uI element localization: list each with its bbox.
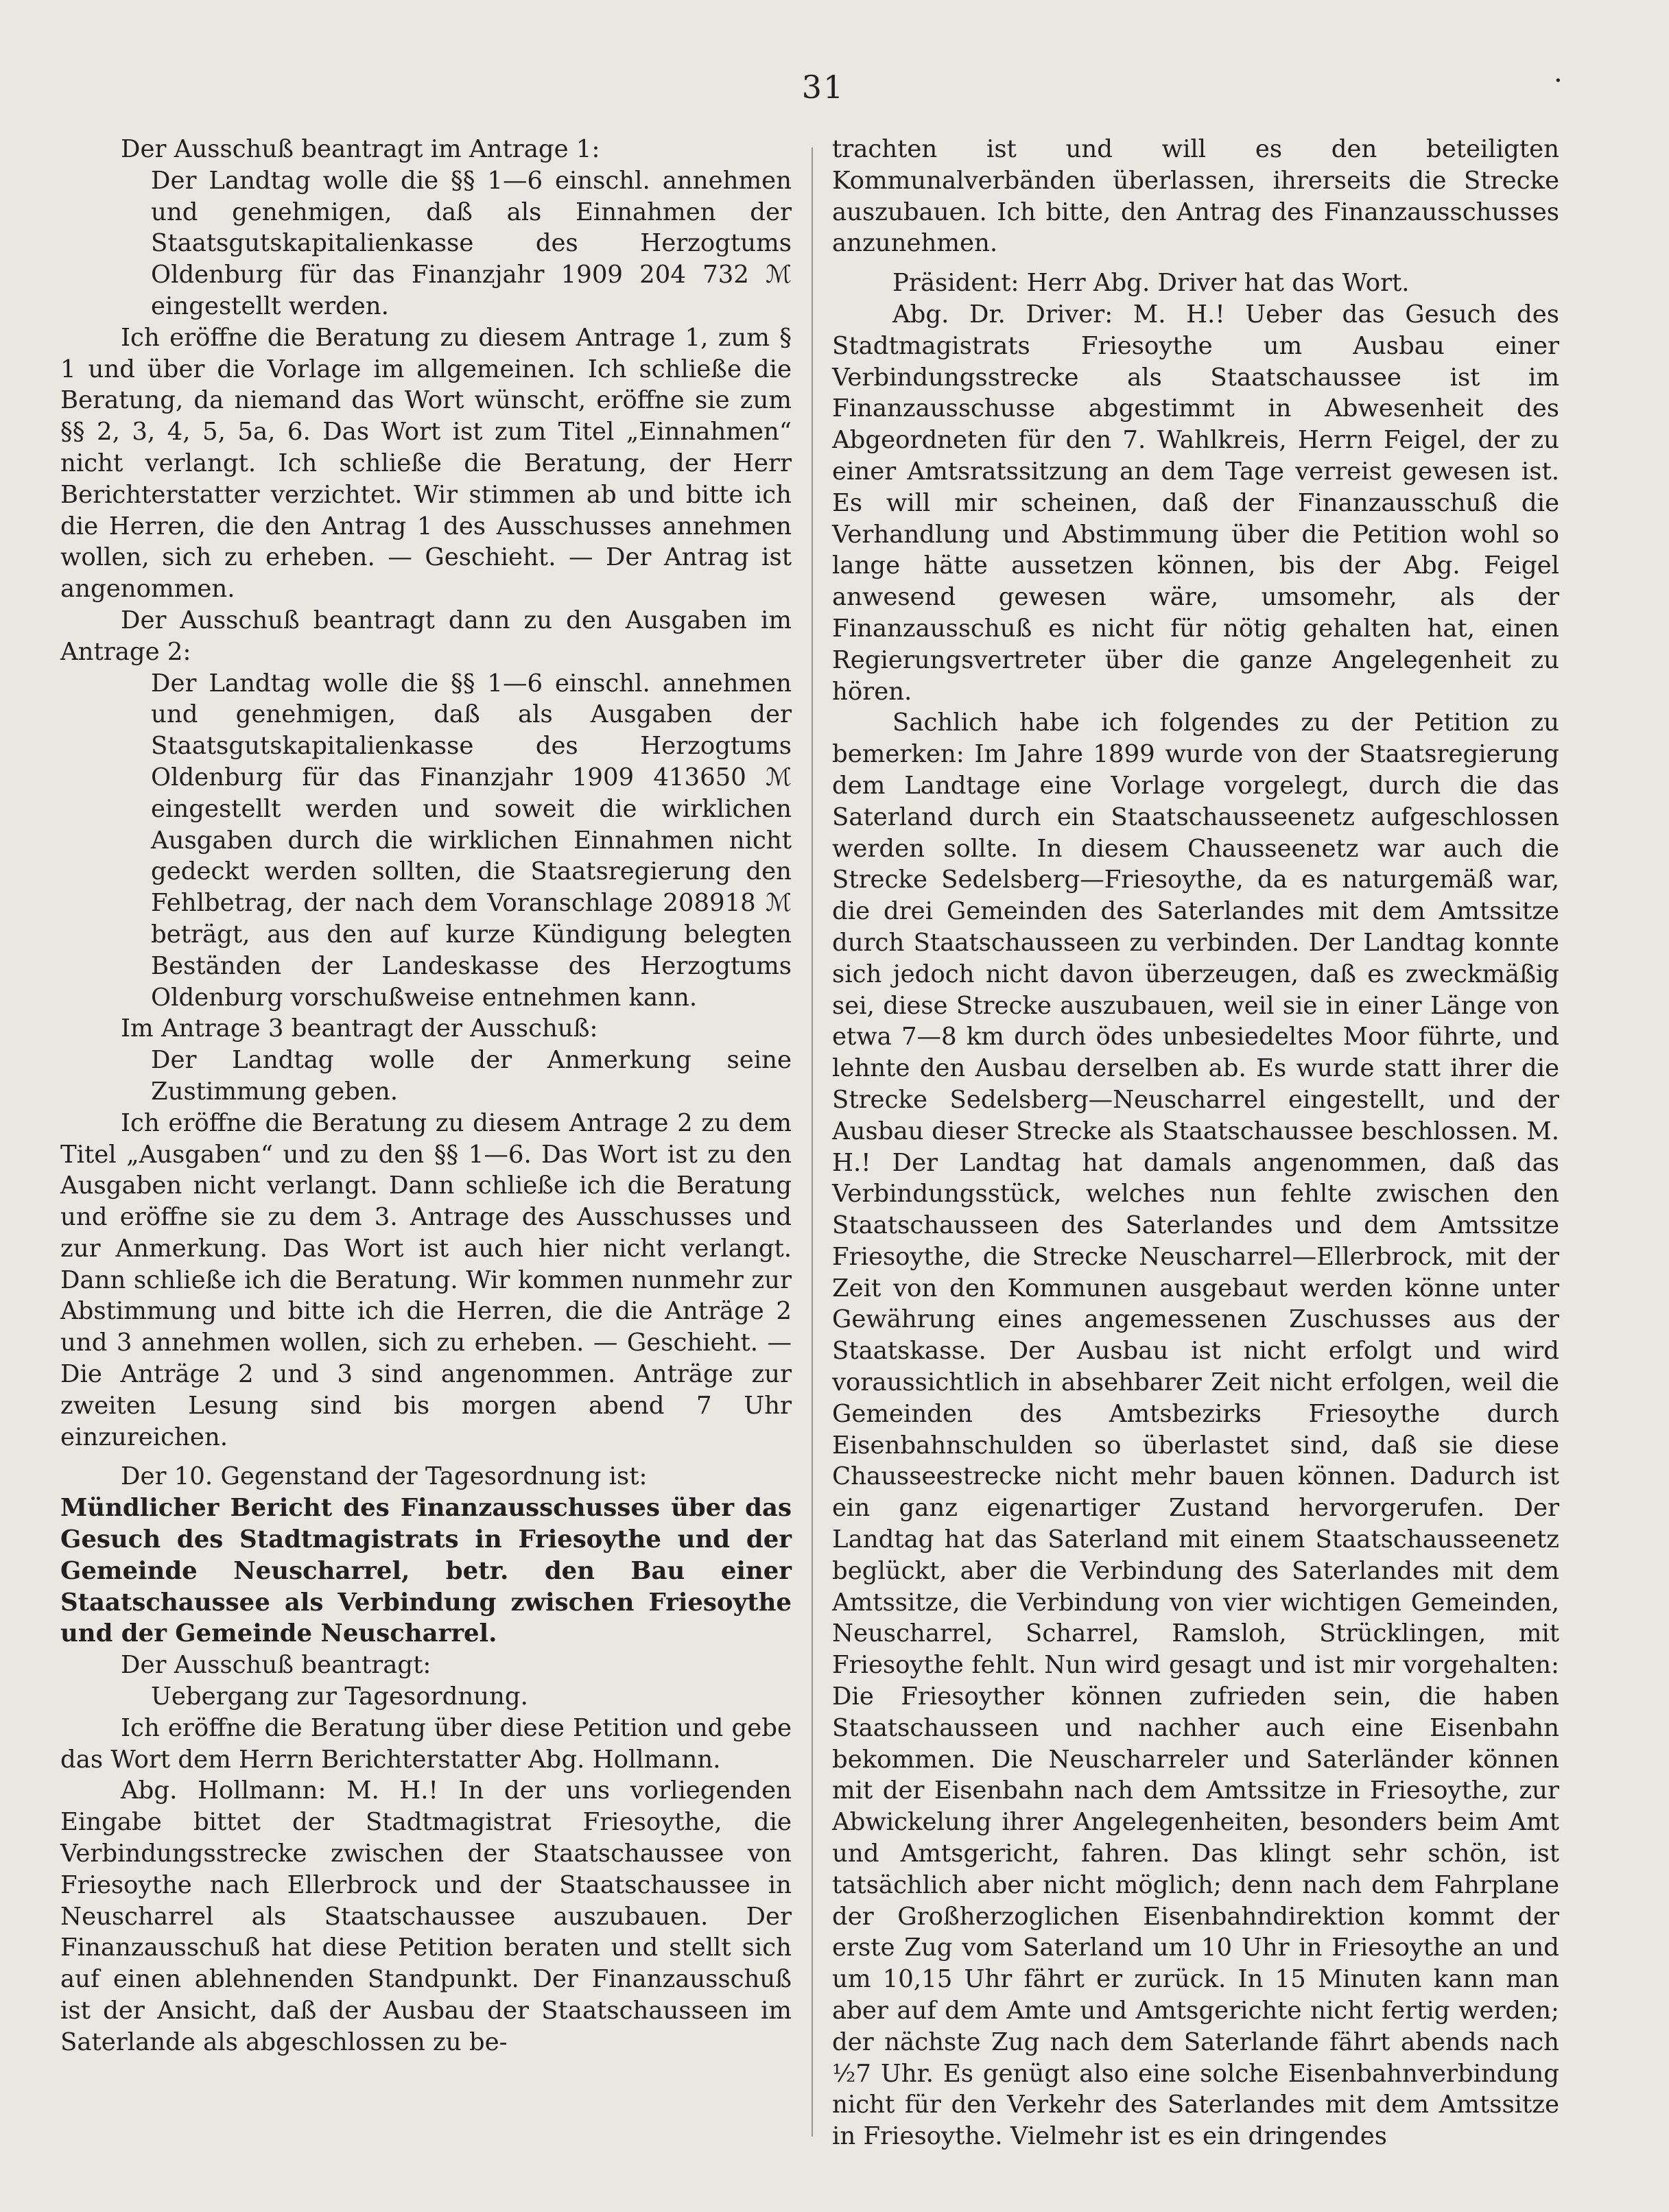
margin-dot: · xyxy=(1554,65,1563,97)
paragraph: Ich eröffne die Beratung über diese Petition und gebe das Wort dem Herrn Berichterstatter Abg. Hollmann. xyxy=(60,1713,792,1774)
page-number: 31 xyxy=(801,69,845,106)
paragraph: Der Landtag wolle die §§ 1—6 einschl. annehmen und genehmigen, daß als Einnahmen der Staatsgutskapitalienkasse des Herzogtums Oldenburg für das Finanzjahr 1909 204 732 ℳ eingestellt werden. xyxy=(151,166,792,320)
paragraph: Sachlich habe ich folgendes zu der Petition zu bemerken: Im Jahre 1899 wurde von der Staatsregierung dem Landtage eine Vorlage vorgelegt, durch die das Saterland durch ein Staatschausseenetz aufgeschlossen werden sollte. In diesem Chausseenetz war auch die Strecke Sedelsberg—Friesoythe, da es naturgemäß war, die drei Gemeinden des Saterlandes mit dem Amtssitze durch Staatschausseen zu verbinden. Der Landtag konnte sich jedoch nicht davon überzeugen, daß es zweckmäßig sei, diese Strecke auszubauen, weil sie in einer Länge von etwa 7—8 km durch ödes unbesiedeltes Moor führte, und lehnte den Ausbau derselben ab. Es wurde statt ihrer die Strecke Sedelsberg—Neuscharrel eingestellt, und der Ausbau dieser Strecke als Staatschaussee beschlossen. M. H.! Der Landtag hat damals angenommen, daß das Verbindungsstück, welches nun fehlte zwischen den Staatschausseen des Saterlandes und dem Amtssitze Friesoythe, die Strecke Neuscharrel—Ellerbrock, mit der Zeit von den Kommunen ausgebaut werden könne unter Gewährung eines angemessenen Zuschusses aus der Staatskasse. Der Ausbau ist nicht erfolgt und wird voraussichtlich in absehbarer Zeit nicht erfolgen, weil die Gemeinden des Amtsbezirks Friesoythe durch Eisenbahnschulden so überlastet sind, daß sie diese Chausseestrecke nicht mehr bauen können. Dadurch ist ein ganz eigenartiger Zustand hervorgerufen. Der Landtag hat das Saterland mit einem Staatschausseenetz beglückt, aber die Verbindung des Saterlandes mit dem Amtssitze, die Verbindung von vier wichtigen Gemeinden, Neuscharrel, Scharrel, Ramsloh, Strücklingen, mit Friesoythe fehlt. Nun wird gesagt und ist mir vorgehalten: Die Friesoyther können zufrieden sein, die haben Staatschausseen und nachher auch eine Eisenbahn bekommen. Die Neuscharreler und Saterländer können mit der Eisenbahn nach dem Amtssitze in Friesoythe, zur Abwickelung ihrer Angelegenheiten, besonders beim Amt und Amtsgericht, fahren. Das klingt sehr schön, ist tatsächlich aber nicht möglich; denn nach dem Fahrplane der Großherzoglichen Eisenbahndirektion kommt der erste Zug vom Saterland um 10 Uhr in Friesoythe an und um 10,15 Uhr fährt er zurück. In 15 Minuten kann man aber auf dem Amte und Amtsgerichte nicht fertig werden; der nächste Zug nach dem Saterlande fährt abends nach ½7 Uhr. Es genügt also eine solche Eisenbahnverbindung nicht für den Verkehr des Saterlandes mit dem Amtssitze in Friesoythe. Vielmehr ist es ein dringendes xyxy=(832,709,1559,2151)
paragraph: Präsident: Herr Abg. Driver hat das Wort. xyxy=(892,269,1410,298)
paragraph: Der Ausschuß beantragt dann zu den Ausgaben im Antrage 2: xyxy=(60,606,792,666)
paragraph: Abg. Hollmann: M. H.! In der uns vorliegenden Eingabe bittet der Stadtmagistrat Friesoythe, die Verbindungsstrecke zwischen der Staatschaussee von Friesoythe nach Ellerbrock und der Staatschaussee in Neuscharrel als Staatschaussee auszubauen. Der Finanzausschuß hat diese Petition beraten und stellt sich auf einen ablehnenden Standpunkt. Der Finanzausschuß ist der Ansicht, daß der Ausbau der Staatschausseen im Saterlande als abgeschlossen zu be- xyxy=(60,1776,792,2056)
section-heading: Mündlicher Bericht des Finanzausschusses über das Gesuch des Stadtmagistrats in Friesoythe und der Gemeinde Neuscharrel, betr. den Bau einer Staatschaussee als Verbindung zwischen Friesoythe und der Gemeinde Neuscharrel. xyxy=(60,1494,792,1648)
paragraph: Ich eröffne die Beratung zu diesem Antrage 2 zu dem Titel „Ausgaben“ und zu den §§ 1—6. Das Wort ist zu den Ausgaben nicht verlangt. Dann schließe ich die Beratung und eröffne sie zu dem 3. Antrage des Ausschusses und zur Anmerkung. Das Wort ist auch hier nicht verlangt. Dann schließe ich die Beratung. Wir kommen nunmehr zur Abstimmung und bitte ich die Herren, die die Anträge 2 und 3 annehmen wollen, sich zu erheben. — Geschieht. — Die Anträge 2 und 3 sind angenommen. Anträge zur zweiten Lesung sind bis morgen abend 7 Uhr einzureichen. xyxy=(60,1108,792,1451)
right-column xyxy=(832,134,1559,2152)
paragraph: Der Landtag wolle die §§ 1—6 einschl. annehmen und genehmigen, daß als Ausgaben der Staatsgutskapitalienkasse des Herzogtums Oldenburg für das Finanzjahr 1909 413650 ℳ eingestellt werden und soweit die wirklichen Ausgaben durch die wirklichen Einnahmen nicht gedeckt werden sollten, die Staatsregierung den Fehlbetrag, der nach dem Voranschlage 208918 ℳ beträgt, aus den auf kurze Kündigung belegten Beständen der Landeskasse des Herzogtums Oldenburg vorschußweise entnehmen kann. xyxy=(151,669,792,1012)
paragraph: Der Landtag wolle der Anmerkung seine Zustimmung geben. xyxy=(151,1046,792,1106)
paragraph: trachten ist und will es den beteiligten Kommunalverbänden überlassen, ihrerseits die Strecke auszubauen. Ich bitte, den Antrag des Finanzausschusses anzunehmen. xyxy=(832,135,1559,258)
paragraph: Uebergang zur Tagesordnung. xyxy=(151,1682,528,1711)
paragraph: Der Ausschuß beantragt im Antrage 1: xyxy=(121,135,600,163)
column-divider xyxy=(812,147,813,2137)
left-column xyxy=(60,134,792,2058)
paragraph: Abg. Dr. Driver: M. H.! Ueber das Gesuch des Stadtmagistrats Friesoythe um Ausbau einer Verbindungsstrecke als Staatschaussee ist im Finanzausschusse abgestimmt in Abwesenheit des Abgeordneten für den 7. Wahlkreis, Herrn Feigel, der zu einer Amtsratssitzung an dem Tage verreist gewesen ist. Es will mir scheinen, daß der Finanzausschuß die Verhandlung und Abstimmung über die Petition wohl so lange hätte aussetzen können, bis der Abg. Feigel anwesend gewesen wäre, umsomehr, als der Finanzausschuß es nicht für nötig gehalten hat, einen Regierungsvertreter über die ganze Angelegenheit zu hören. xyxy=(832,300,1559,706)
paragraph: Im Antrage 3 beantragt der Ausschuß: xyxy=(121,1014,598,1043)
paragraph: Der Ausschuß beantragt: xyxy=(121,1651,431,1680)
paragraph: Der 10. Gegenstand der Tagesordnung ist: xyxy=(121,1462,648,1491)
paragraph: Ich eröffne die Beratung zu diesem Antrage 1, zum § 1 und über die Vorlage im allgemeinen. Ich schließe die Beratung, da niemand das Wort wünscht, eröffne sie zum §§ 2, 3, 4, 5, 5a, 6. Das Wort ist zum Titel „Einnahmen“ nicht verlangt. Ich schließe die Beratung, der Herr Berichterstatter verzichtet. Wir stimmen ab und bitte ich die Herren, die den Antrag 1 des Ausschusses annehmen wollen, sich zu erheben. — Geschieht. — Der Antrag ist angenommen. xyxy=(60,323,792,604)
